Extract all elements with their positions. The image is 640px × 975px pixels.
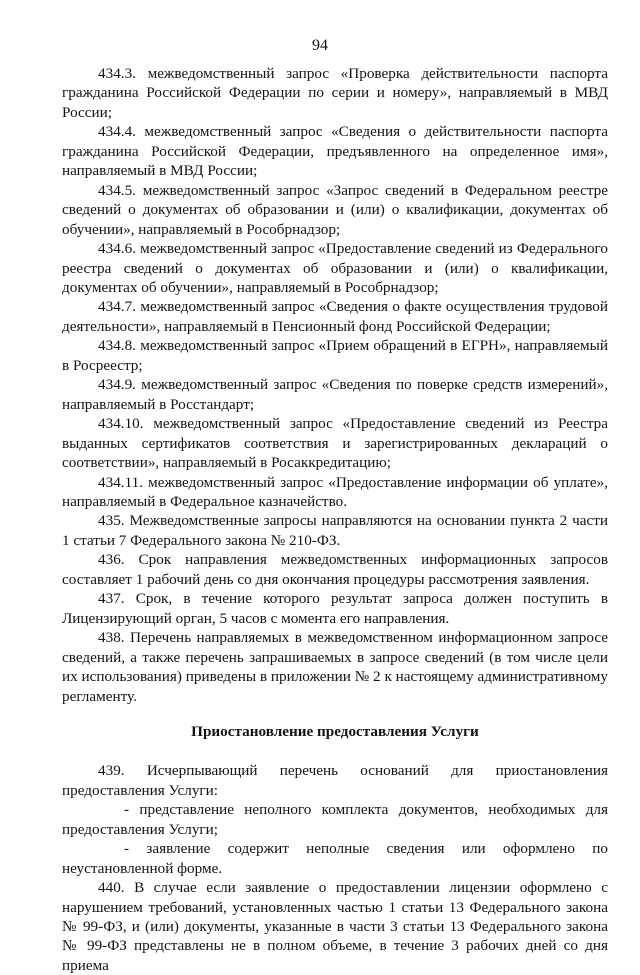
paragraph-434-9: 434.9. межведомственный запрос «Сведения по поверке средств измерений», направляемый в Росстандарт;	[62, 376, 608, 413]
page-number: 94	[312, 37, 328, 54]
paragraph-438: 438. Перечень направляемых в межведомственном информационном запросе сведений, а также перечень запрашиваемых в запросе сведений (в том числе цели их использования) приведены в приложении № 2 к настоящему административному регламенту.	[62, 629, 608, 705]
paragraph-434-6: 434.6. межведомственный запрос «Предоставление сведений из Федерального реестра сведений о документах об образовании и (или) о квалификации, документах об обучении», направляемый в Рособрнадзор;	[62, 240, 608, 296]
paragraph-439: 439. Исчерпывающий перечень оснований для приостановления предоставления Услуги:	[62, 762, 608, 799]
bullet-incomplete-application: - заявление содержит неполные сведения или оформлено по неустановленной форме.	[62, 840, 608, 877]
bullet-incomplete-documents: - представление неполного комплекта документов, необходимых для предоставления Услуги;	[62, 801, 608, 838]
paragraph-440: 440. В случае если заявление о предоставлении лицензии оформлено с нарушением требований, установленных частью 1 статьи 13 Федерального закона № 99-ФЗ, и (или) документы, указанные в части 3 статьи 13 Федерального закона № 99-ФЗ представлены не в полном объеме, в течение 3 рабочих дней со дня приема	[62, 879, 608, 974]
document-body	[62, 64, 608, 975]
paragraph-434-3: 434.3. межведомственный запрос «Проверка действительности паспорта гражданина Российской Федерации по серии и номеру», направляемый в МВД России;	[62, 65, 608, 121]
paragraph-435: 435. Межведомственные запросы направляются на основании пункта 2 части 1 статьи 7 Федерального закона № 210-ФЗ.	[62, 512, 608, 549]
section-heading: Приостановление предоставления Услуги	[191, 722, 479, 740]
paragraph-434-8: 434.8. межведомственный запрос «Прием обращений в ЕГРН», направляемый в Росреестр;	[62, 337, 608, 374]
paragraph-434-4: 434.4. межведомственный запрос «Сведения о действительности паспорта гражданина Российской Федерации, предъявленного на определенное имя», направляемый в МВД России;	[62, 123, 608, 180]
paragraph-434-5: 434.5. межведомственный запрос «Запрос сведений в Федеральном реестре сведений о документах об образовании и (или) о квалификации, документах об обучении», направляемый в Рособрнадзор;	[62, 181, 608, 238]
paragraph-436: 436. Срок направления межведомственных информационных запросов составляет 1 рабочий день со дня окончания процедуры рассмотрения заявления.	[62, 551, 608, 588]
paragraph-437: 437. Срок, в течение которого результат запроса должен поступить в Лицензирующий орган, 5 часов с момента его направления.	[62, 590, 608, 627]
paragraph-434-10: 434.10. межведомственный запрос «Предоставление сведений из Реестра выданных сертификатов соответствия и зарегистрированных деклараций о соответствии», направляемый в Росаккредитацию;	[62, 415, 608, 472]
paragraph-434-11: 434.11. межведомственный запрос «Предоставление информации об уплате», направляемый в Федеральное казначейство.	[62, 473, 608, 510]
paragraph-434-7: 434.7. межведомственный запрос «Сведения о факте осуществления трудовой деятельности», направляемый в Пенсионный фонд Российской Федерации;	[62, 298, 608, 335]
